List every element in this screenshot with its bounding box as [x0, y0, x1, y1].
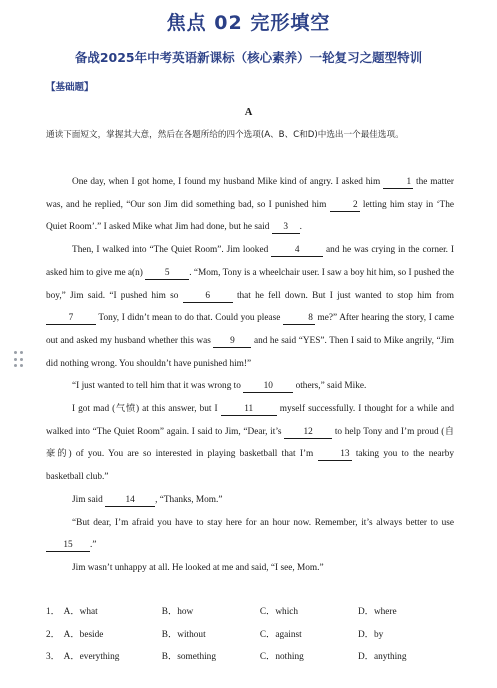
paragraph — [46, 171, 454, 239]
option-d[interactable]: D．where — [357, 607, 397, 617]
passage-text: and he was crying in the corner. I asked him to give me a(n) — [46, 245, 455, 278]
blank-13: 13 — [318, 449, 352, 461]
passage-text: . — [299, 222, 302, 233]
passage-text: taking you to the nearby basketball club.” — [46, 449, 455, 483]
passage-text: “But dear, I’m afraid you have to stay here for an hour now. Remember, it’s always better to use — [72, 517, 454, 528]
passage-text: letting him stay in ‘The Quiet Room’.” I asked Mike what Jim had done, but he said — [46, 199, 454, 233]
passage-text: .” — [90, 540, 97, 551]
question-number: 2． — [46, 629, 60, 640]
blank-4: 4 — [271, 245, 323, 257]
difficulty-tag: 【基础题】 — [46, 82, 94, 93]
passage-text: . “Mom, Tony is a wheelchair user. I saw a boy hit him, so I pushed the boy,” Jim said. “I pushed him so — [46, 267, 454, 301]
blank-8: 8 — [283, 313, 315, 325]
passage-text: the matter was, and he replied, “Our son Jim did something bad, so I punished him — [46, 177, 455, 210]
passage-text: Jim wasn’t unhappy at all. He looked at me and said, “I see, Mom.” — [72, 562, 324, 573]
paragraph — [46, 239, 454, 375]
passage-text: , “Thanks, Mom.” — [155, 494, 223, 505]
option-c[interactable]: C．nothing — [259, 652, 304, 663]
paragraph — [46, 375, 454, 398]
passage-text: and he said “YES”. Then I said to Mike angrily, “Jim did nothing wrong. You shouldn’t have punished him!” — [46, 335, 454, 369]
blank-7: 7 — [46, 313, 96, 325]
option-d[interactable]: D．anything — [357, 652, 407, 663]
passage-text: me?” After hearing the story, I came out and asked my husband whether this was — [46, 313, 455, 346]
drag-handle-icon[interactable] — [14, 351, 24, 369]
passage-text: “I just wanted to tell him that it was wrong to — [72, 381, 241, 392]
blank-2: 2 — [330, 200, 360, 212]
passage-text: Then, I walked into “The Quiet Room”. Jim looked — [72, 245, 269, 256]
option-a[interactable]: A．beside — [63, 629, 104, 640]
blank-10: 10 — [243, 381, 293, 393]
cloze-passage — [46, 171, 454, 580]
paragraph — [46, 398, 454, 489]
paragraph — [46, 557, 454, 580]
page-subtitle: 备战2025年中考英语新课标（核心素养）一轮复习之题型特训 — [74, 50, 423, 65]
option-c[interactable]: C．which — [259, 607, 299, 617]
blank-11: 11 — [221, 404, 277, 416]
option-b[interactable]: B．something — [161, 652, 216, 663]
page-title: 焦点 02 完形填空 — [166, 12, 331, 34]
blank-12: 12 — [284, 427, 332, 439]
blank-6: 6 — [183, 291, 233, 303]
passage-text: that he fell down. But I just wanted to stop him from — [236, 290, 454, 301]
option-b[interactable]: B．how — [161, 607, 194, 617]
option-b[interactable]: B．without — [161, 629, 206, 640]
passage-text: I got mad (气愤) at this answer, but I — [72, 404, 218, 415]
paragraph — [46, 489, 454, 512]
passage-text: myself successfully. I thought for a while and walked into “The Quiet Room” again. I said to Jim, “Dear, it’s — [46, 404, 455, 437]
question-number: 3． — [46, 652, 60, 663]
section-letter: A — [244, 107, 253, 118]
passage-text: One day, when I got home, I found my husband Mike kind of angry. I asked him — [72, 177, 381, 187]
blank-1: 1 — [383, 177, 413, 189]
option-d[interactable]: D．by — [357, 629, 384, 640]
blank-14: 14 — [105, 495, 155, 507]
answer-options — [46, 601, 456, 669]
passage-text: Jim said — [72, 494, 103, 505]
passage-text: others,” said Mike. — [295, 381, 367, 392]
blank-3: 3 — [272, 222, 300, 234]
paragraph — [46, 512, 454, 557]
blank-15: 15 — [46, 540, 90, 552]
question-row — [46, 624, 456, 647]
passage-text: to help Tony and I’m proud (自豪的) of you. You are so interested in playing basketball that I’m — [46, 426, 455, 460]
passage-text: Tony, I didn’t mean to do that. Could you please — [98, 313, 281, 324]
blank-5: 5 — [145, 268, 189, 280]
instruction-text: 通读下面短文，掌握其大意，然后在各题所给的四个选项(A、B、C和D)中选出一个最佳选项。 — [46, 130, 404, 140]
option-c[interactable]: C．against — [259, 629, 302, 640]
option-a[interactable]: A．what — [63, 607, 98, 617]
question-row — [46, 646, 456, 669]
question-row — [46, 601, 456, 624]
question-number: 1． — [46, 607, 60, 617]
blank-9: 9 — [213, 336, 251, 348]
option-a[interactable]: A．everything — [63, 652, 120, 663]
